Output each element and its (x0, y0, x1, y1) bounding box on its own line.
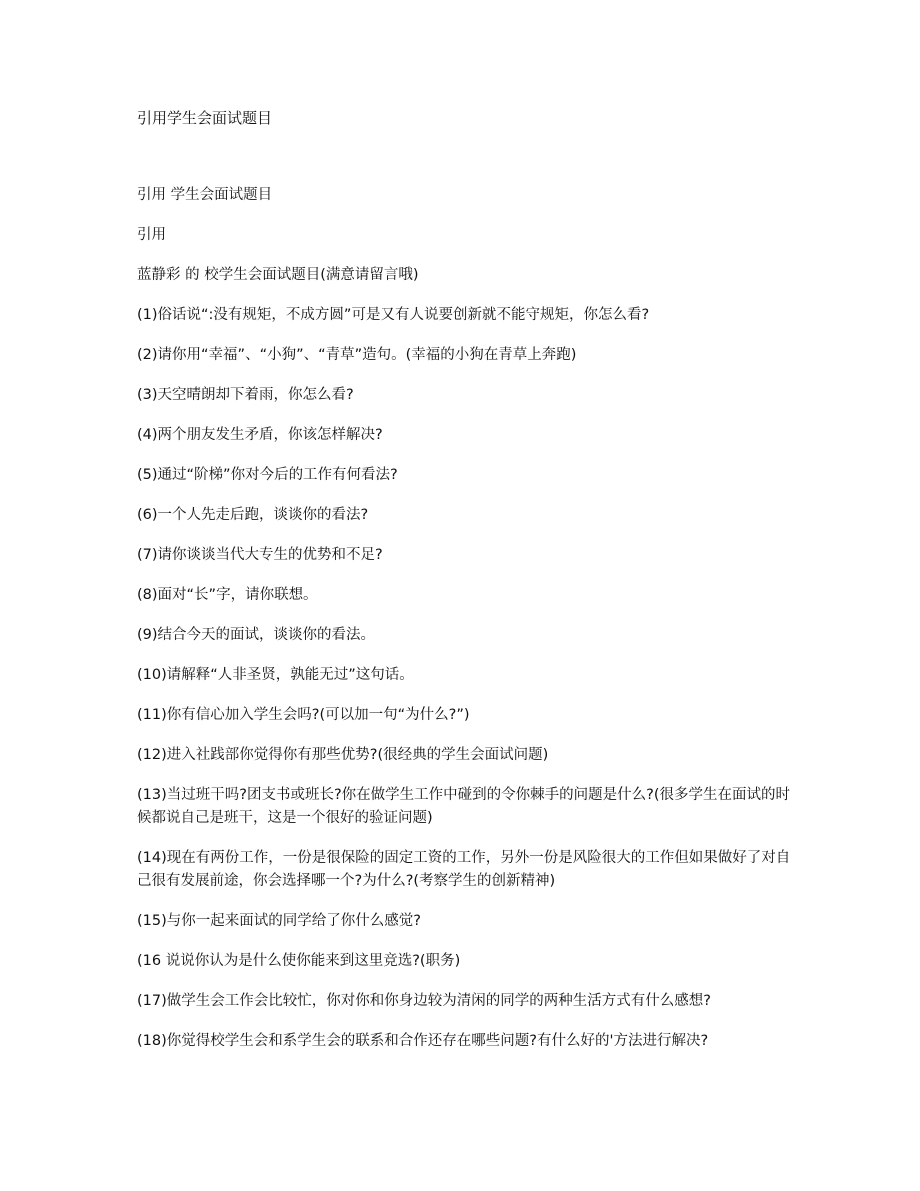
paragraph-author-line: 蓝静彩 的 校学生会面试题目(满意请留言哦) (137, 267, 419, 283)
question-17: (17)做学生会工作会比较忙，你对你和你身边较为清闲的同学的两种生活方式有什么感想? (137, 993, 711, 1009)
question-5: (5)通过“阶梯”你对今后的工作有何看法? (137, 467, 398, 483)
question-1: (1)俗话说“:没有规矩，不成方圆”可是又有人说要创新就不能守规矩，你怎么看? (137, 307, 650, 323)
question-3: (3)天空晴朗却下着雨，你怎么看? (137, 387, 354, 403)
document-title: 引用学生会面试题目 (137, 109, 273, 127)
question-2: (2)请你用“幸福”、“小狗”、“青草”造句。(幸福的小狗在青草上奔跑) (137, 347, 577, 363)
question-7: (7)请你谈谈当代大专生的优势和不足? (137, 547, 383, 563)
document-body (137, 184, 797, 1070)
question-10: (10)请解释“人非圣贤，孰能无过”这句话。 (137, 667, 414, 683)
question-4: (4)两个朋友发生矛盾，你该怎样解决? (137, 427, 383, 443)
question-6: (6)一个人先走后跑，谈谈你的看法? (137, 507, 369, 523)
question-9: (9)结合今天的面试，谈谈你的看法。 (137, 627, 376, 643)
question-8: (8)面对“长”字，请你联想。 (137, 587, 318, 603)
question-18: (18)你觉得校学生会和系学生会的联系和合作还存在哪些问题?有什么好的'方法进行解决? (137, 1033, 709, 1049)
paragraph-quote-label: 引用 (137, 227, 166, 243)
question-15: (15)与你一起来面试的同学给了你什么感觉? (137, 913, 421, 929)
question-12: (12)进入社践部你觉得你有那些优势?(很经典的学生会面试问题) (137, 747, 549, 763)
paragraph-heading: 引用 学生会面试题目 (137, 187, 273, 203)
question-13: (13)当过班干吗?团支书或班长?你在做学生工作中碰到的令你棘手的问题是什么?(很多学生在面试的时候都说自己是班干，这是一个很好的验证问题) (137, 787, 791, 826)
question-16: (16 说说你认为是什么使你能来到这里竞选?(职务) (137, 953, 461, 969)
question-11: (11)你有信心加入学生会吗?(可以加一句“为什么?”) (137, 707, 470, 723)
question-14: (14)现在有两份工作，一份是很保险的固定工资的工作，另外一份是风险很大的工作但如果做好了对自己很有发展前途，你会选择哪一个?为什么?(考察学生的创新精神) (137, 850, 791, 889)
